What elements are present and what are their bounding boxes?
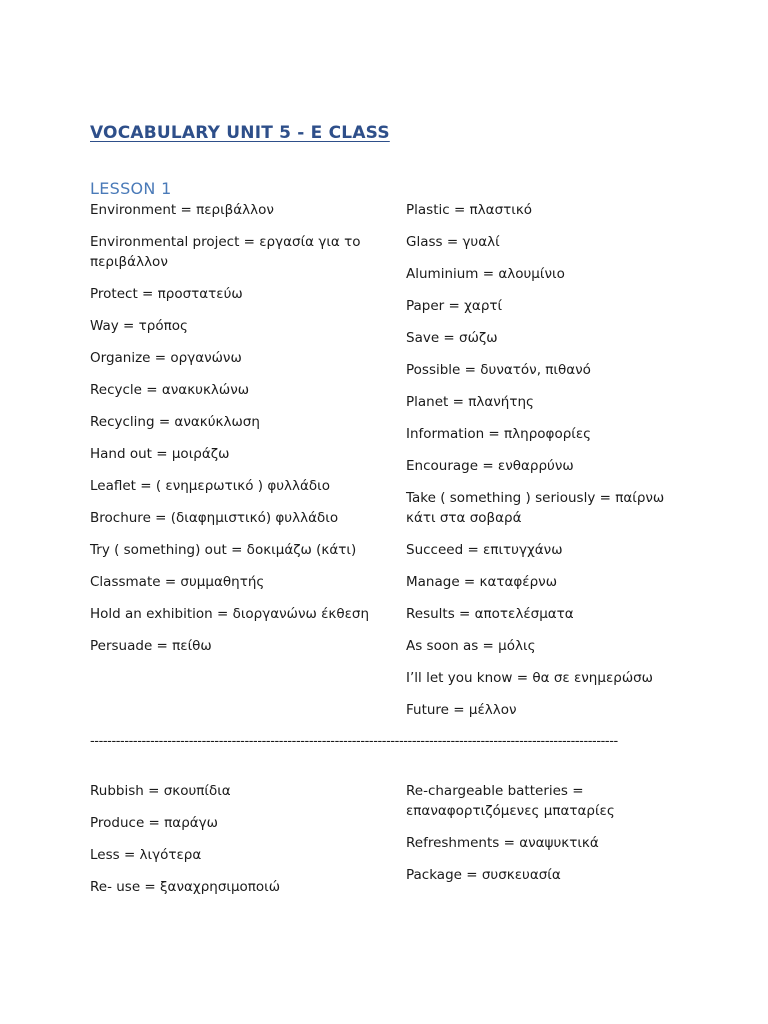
section-divider: --------------------------------------------------------------------------------------------------------------------------- <box>90 734 618 749</box>
vocab-column-left-section2 <box>90 782 375 910</box>
vocab-entry: Aluminium = αλουμίνιο <box>406 266 565 282</box>
vocab-entry: Less = λιγότερα <box>90 847 202 863</box>
vocab-entry: Refreshments = αναψυκτικά <box>406 834 599 851</box>
vocab-entry: Environment = περιβάλλον <box>90 202 274 218</box>
vocab-entry: Save = σώζω <box>406 330 498 346</box>
vocab-entry: Package = συσκευασία <box>406 866 561 883</box>
vocab-column-right-section2 <box>406 782 696 898</box>
vocab-entry: Plastic = πλαστικό <box>406 202 533 218</box>
vocab-column-left-section1 <box>90 201 375 669</box>
vocab-entry: Rubbish = σκουπίδια <box>90 783 231 799</box>
vocab-entry: I’ll let you know = θα σε ενημερώσω <box>406 669 653 686</box>
vocab-entry: Information = πληροφορίες <box>406 426 592 442</box>
vocab-entry: Try ( something) out = δοκιμάζω (κάτι) <box>90 541 357 558</box>
vocab-entry: Possible = δυνατόν, πιθανό <box>406 362 591 378</box>
vocab-entry: Recycle = ανακυκλώνω <box>90 381 250 398</box>
vocab-entry: Take ( something ) seriously = παίρνω κάτι στα σοβαρά <box>406 490 665 526</box>
vocab-entry: Produce = παράγω <box>90 815 218 831</box>
vocab-entry: Encourage = ενθαρρύνω <box>406 458 574 474</box>
vocab-entry: Classmate = συμμαθητής <box>90 573 265 590</box>
vocab-entry: Hold an exhibition = διοργανώνω έκθεση <box>90 605 370 622</box>
vocab-entry: Planet = πλανήτης <box>406 394 534 410</box>
vocab-entry: Re- use = ξαναχρησιμοποιώ <box>90 879 281 895</box>
vocab-entry: Leaflet = ( ενημερωτικό ) φυλλάδιο <box>90 477 331 494</box>
vocab-entry: Organize = οργανώνω <box>90 349 242 366</box>
vocab-entry: Brochure = (διαφημιστικό) φυλλάδιο <box>90 509 339 526</box>
vocab-entry: Persuade = πείθω <box>90 637 212 654</box>
vocab-entry: Glass = γυαλί <box>406 234 500 250</box>
vocab-entry: Re-chargeable batteries = επαναφορτιζόμενες μπαταρίες <box>406 783 615 819</box>
vocab-entry: Results = αποτελέσματα <box>406 605 574 622</box>
document-title: VOCABULARY UNIT 5 - E CLASS <box>90 123 390 143</box>
vocab-entry: Manage = καταφέρνω <box>406 573 558 590</box>
vocab-entry: As soon as = μόλις <box>406 637 536 654</box>
vocab-entry: Protect = προστατεύω <box>90 285 243 302</box>
vocab-entry: Future = μέλλον <box>406 701 517 718</box>
vocab-entry: Succeed = επιτυγχάνω <box>406 541 563 558</box>
vocab-entry: Hand out = μοιράζω <box>90 445 230 462</box>
vocab-entry: Environmental project = εργασία για το περιβάλλον <box>90 234 361 270</box>
vocab-entry: Way = τρόπος <box>90 317 188 334</box>
vocab-column-right-section1 <box>406 201 696 733</box>
vocab-entry: Recycling = ανακύκλωση <box>90 413 260 430</box>
vocab-entry: Paper = χαρτί <box>406 298 503 314</box>
lesson-heading: LESSON 1 <box>90 179 172 198</box>
